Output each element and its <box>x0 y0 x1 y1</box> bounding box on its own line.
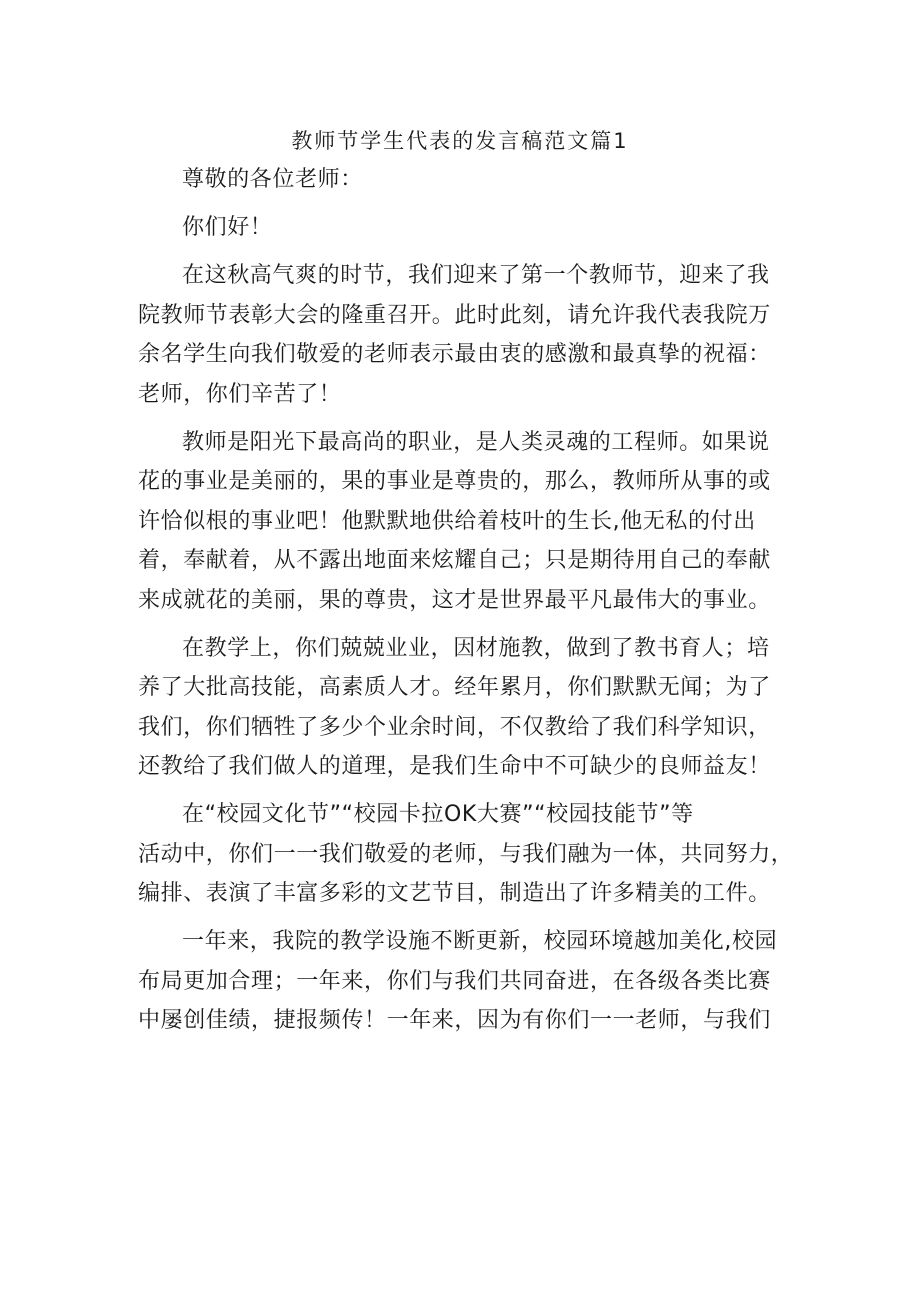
paragraph-greeting <box>138 160 798 200</box>
paragraph-hello <box>138 208 798 248</box>
text-line: 编排、表演了丰富多彩的文艺节目，制造出了许多精美的工件。 <box>138 881 771 906</box>
paragraph-year-review <box>138 922 798 1041</box>
text-line: 活动中，你们一一我们敬爱的老师，与我们融为一体，共同努力， <box>138 841 794 867</box>
document-title: 教师节学生代表的发言稿范文篇1 <box>291 129 629 153</box>
text-line: 着，奉献着，从不露出地面来炫耀自己；只是期待用自己的奉献 <box>138 548 771 573</box>
text-line: 养了大批高技能，高素质人才。经年累月，你们默默无闻；为了 <box>138 675 771 700</box>
paragraph-teaching <box>138 629 798 787</box>
text-line: 院教师节表彰大会的隆重召开。此时此刻，请允许我代表我院万 <box>138 302 771 328</box>
text-line: 在教学上，你们兢兢业业，因材施教，做到了教书育人；培 <box>182 635 770 661</box>
paragraph-teacher-profession <box>138 423 798 621</box>
text-line: 还教给了我们做人的道理，是我们生命中不可缺少的良师益友！ <box>138 754 771 779</box>
document-body <box>138 160 798 1049</box>
text-line: 许恰似根的事业吧！他默默地供给着枝叶的生长,他无私的付出 <box>138 508 756 534</box>
text-line: 在这秋高气爽的时节，我们迎来了第一个教师节，迎来了我 <box>182 263 770 288</box>
text-line: 尊敬的各位老师： <box>182 167 363 192</box>
text-line: 花的事业是美丽的，果的事业是尊贵的，那么，教师所从事的或 <box>138 469 771 494</box>
text-line: 中屡创佳绩，捷报频传！一年来，因为有你们一一老师，与我们 <box>138 1008 771 1033</box>
text-line: 我们，你们牺牲了多少个业余时间，不仅教给了我们科学知识， <box>138 714 771 740</box>
text-line: 你们好！ <box>182 215 273 240</box>
text-line: 一年来，我院的教学设施不断更新，校园环境越加美化,校园 <box>182 929 778 954</box>
text-line: 来成就花的美丽，果的尊贵，这才是世界最平凡最伟大的事业。 <box>138 587 771 613</box>
paragraph-opening <box>138 256 798 414</box>
text-line: 布局更加合理；一年来，你们与我们共同奋进，在各级各类比赛 <box>138 968 771 994</box>
text-line: 在“校园文化节”“校园卡拉OK大赛”“校园技能节”等 <box>182 802 694 827</box>
paragraph-activities <box>138 795 798 914</box>
text-line: 老师，你们辛苦了！ <box>138 381 342 407</box>
text-line: 教师是阳光下最高尚的职业，是人类灵魂的工程师。如果说 <box>182 429 770 455</box>
text-line: 余名学生向我们敬爱的老师表示最由衷的感激和最真挚的祝福： <box>138 342 771 367</box>
